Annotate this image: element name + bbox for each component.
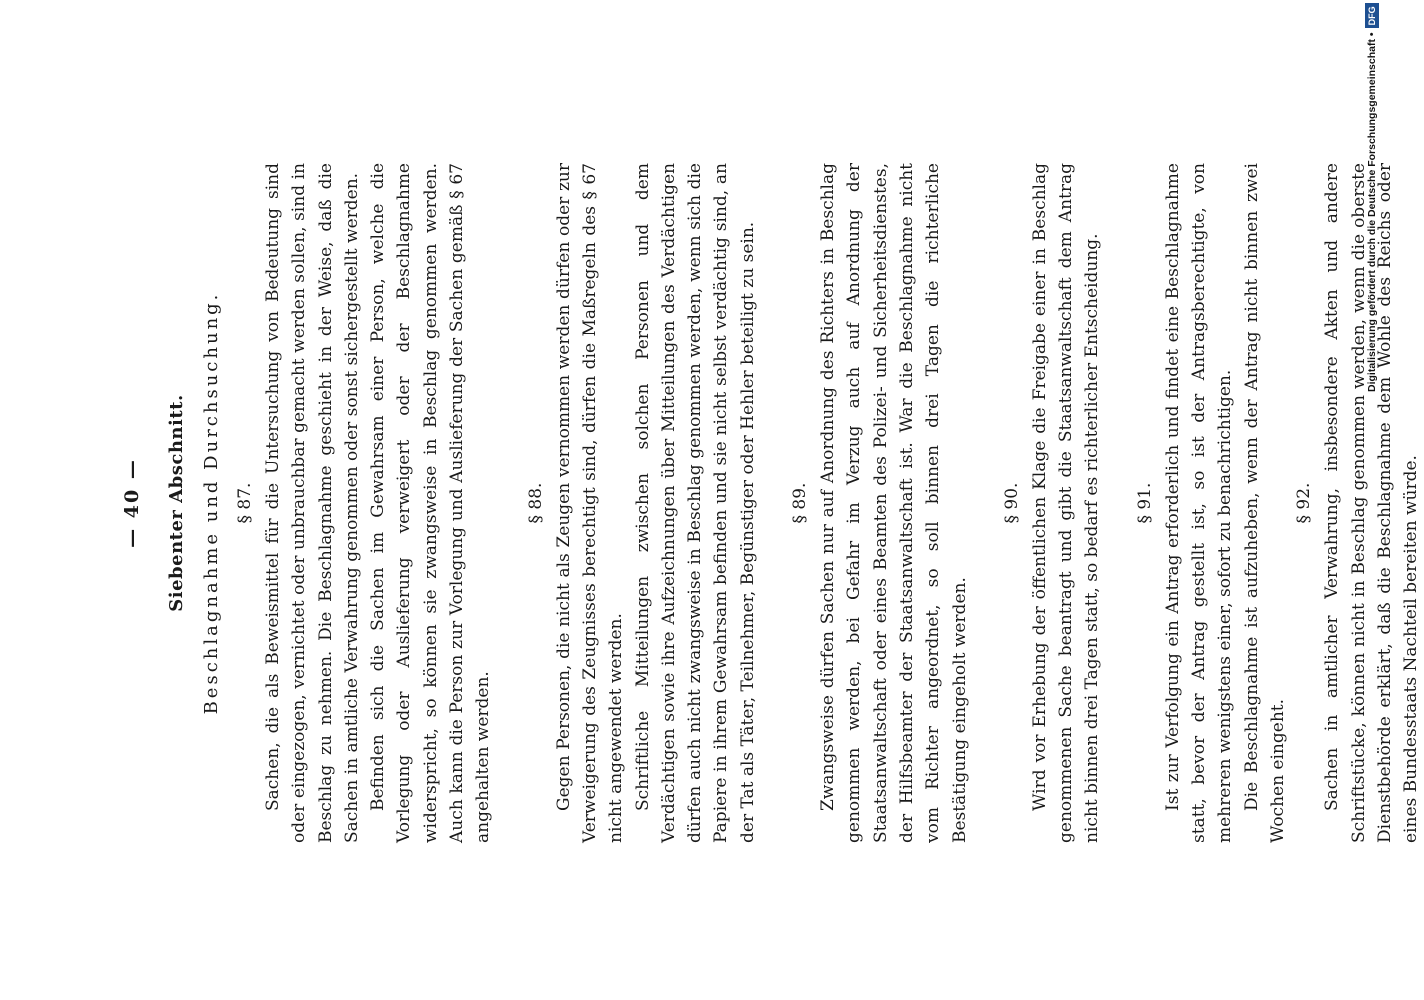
paragraph: Schriftliche Mitteilungen zwischen solchen Personen und dem Verdächtigen sowie ihre Aufzeichnungen über Mitteilungen des Verdächtigen dürfen auch nicht zwangsweise in Beschlag genommen werden, wenn sich die Papiere in ihrem Gewahrsam befinden und sie nicht selbst verdächtig sind, an der Tat als Täter, Teilnehmer, Begünstiger oder Hehler beteiligt zu sein. <box>632 163 758 843</box>
section-87 <box>232 163 497 843</box>
section-heading: § 88. <box>525 482 546 524</box>
paragraph: Sachen in amtlicher Verwahrung, insbesondere Akten und andere Schriftstücke, können nicht in Beschlag genommen werden, wenn die oberste Dienstbehörde erklärt, daß die Beschlagnahme dem Wohle des Reichs oder eines Bundesstaats Nachteil bereiten würde. <box>1322 163 1422 843</box>
paragraph: Sachen, die als Beweismittel für die Untersuchung von Bedeutung sind oder eingezogen, vernichtet oder unbrauchbar gemacht werden sollen, sind in Beschlag zu nehmen. Die Beschlagnahme geschieht in der Weise, daß die Sachen in amtliche Verwahrung genommen oder sonst sichergestellt werden. <box>263 163 362 843</box>
paragraph: Die Beschlagnahme ist aufzuheben, wenn der Antrag nicht binnen zwei Wochen eingeht. <box>1241 163 1288 843</box>
section-heading: § 92. <box>1294 482 1315 524</box>
section-89 <box>787 163 973 843</box>
section-heading: § 87. <box>235 482 255 524</box>
spacer <box>761 163 787 843</box>
section-88 <box>523 163 761 843</box>
paragraph: Zwangsweise dürfen Sachen nur auf Anordnung des Richters in Beschlag genommen werden, bei Gefahr im Verzug auch auf Anordnung der Staatsanwaltschaft oder eines Beamten des Polizei- und Sicherheitsdienstes, der Hilfsbeamter der Staatsanwaltschaft ist. War die Beschlagnahme nicht vom Richter angeordnet, so soll binnen drei Tagen die richterliche Bestätigung eingeholt werden. <box>818 163 970 843</box>
digitization-note <box>1364 6 1380 392</box>
spacer <box>1106 163 1132 843</box>
page-number: — 40 — <box>121 458 143 548</box>
section-90 <box>999 163 1106 843</box>
paragraph: Wird vor Erhebung der öffentlichen Klage die Freigabe einer in Beschlag genommenen Sache beantragt und gibt die Staatsanwaltschaft dem Antrag nicht binnen drei Tagen statt, so bedarf es richterlicher Entscheidung. <box>1029 163 1103 843</box>
digitization-note-text: Digitalisierung gefördert durch die Deutsche Forschungsgemeinschaft • <box>1366 32 1378 392</box>
section-91 <box>1132 163 1291 843</box>
spacer <box>497 163 523 843</box>
section-heading: § 90. <box>1001 482 1022 524</box>
section-heading: § 91. <box>1134 482 1155 524</box>
chapter-subtitle: Beschlagnahme und Durchsuchung. <box>201 291 222 715</box>
paragraph: Ist zur Verfolgung ein Antrag erforderlich und findet eine Beschlagnahme statt, bevor der Antrag gestellt ist, so ist der Antragsberechtigte, von mehreren wenigstens einer, sofort zu benachrichtigen. <box>1162 163 1236 843</box>
spacer <box>973 163 999 843</box>
dfg-logo: DFG <box>1365 3 1379 28</box>
section-92 <box>1291 163 1424 843</box>
paragraph: Gegen Personen, die nicht als Zeugen vernommen werden dürfen oder zur Verweigerung des Zeugnisses berechtigt sind, dürfen die Maßregeln des § 67 nicht angewendet werden. <box>553 163 627 843</box>
section-heading: § 89. <box>790 482 811 524</box>
chapter-title: Siebenter Abschnitt. <box>166 394 187 612</box>
paragraph: Befinden sich die Sachen im Gewahrsam einer Person, welche die Vorlegung oder Auslieferung verweigert oder der Beschlagnahme widerspricht, so können sie zwangsweise in Beschlag genommen werden. Auch kann die Person zur Vorlegung und Auslieferung der Sachen gemäß § 67 angehalten werden. <box>368 163 494 843</box>
